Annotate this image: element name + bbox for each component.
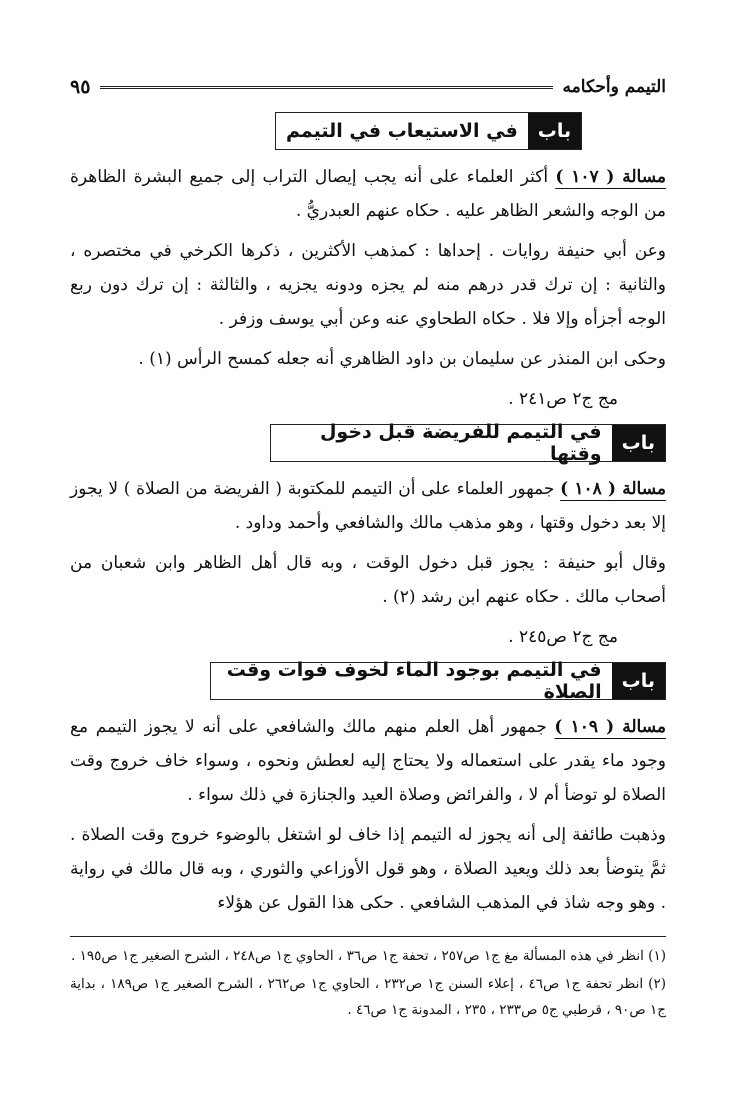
bab-label: باب <box>528 113 581 149</box>
bab-label: باب <box>612 425 665 461</box>
masala-paragraph <box>70 710 666 812</box>
footnote: (٢) انظر تحفة ج١ ص٤٦ ، إعلاء السنن ج١ ص٢٣٢ ، الحاوي ج١ ص٢٦٢ ، الشرح الصغير ج١ ص١٨٩ ، بداية ج١ ص٩٠ ، قرطبي ج٥ ص٢٣٣ ، ٢٣٥ ، المدونة ج١ ص٤٦ . <box>70 976 666 1018</box>
chapter-heading-before-time <box>270 421 666 465</box>
chapter-title: في الاستيعاب في التيمم <box>286 120 518 142</box>
book-page <box>70 70 666 1025</box>
source-reference: مج ج٢ ص٢٤٥ . <box>508 627 618 647</box>
chapter-title: في التيمم للفريضة قبل دخول وقتها <box>319 421 602 465</box>
body-paragraph: وحكى ابن المنذر عن سليمان بن داود الظاهري أنه جعله كمسح الرأس (١) . <box>138 349 666 369</box>
masala-label: مسالة ( ١٠٩ ) <box>554 717 666 737</box>
masala-paragraph <box>70 472 666 540</box>
body-paragraph: وذهبت طائفة إلى أنه يجوز له التيمم إذا خاف لو اشتغل بالوضوء خروج وقت الصلاة . ثمَّ يتوضأ بعد ذلك ويعيد الصلاة ، وهو قول الأوزاعي والثوري ، وبه قال مالك في رواية . وهو وجه شاذ في المذهب الشافعي . حكى هذا القول عن هؤلاء <box>70 825 666 913</box>
running-title: التيمم وأحكامه <box>562 77 666 97</box>
masala-text: جمهور أهل العلم منهم مالك والشافعي على أنه لا يجوز التيمم مع وجود ماء يقدر على استعماله ولا يحتاج إليه لعطش ونحوه ، وسواء خاف خروج وقت الصلاة لو توضأ أم لا ، والفرائض وصلاة العيد والجنازة في ذلك سواء . <box>70 717 666 805</box>
body-paragraph: وقال أبو حنيفة : يجوز قبل دخول الوقت ، وبه قال أهل الظاهر وابن شعبان من أصحاب مالك . حكاه عنهم ابن رشد (٢) . <box>70 553 666 607</box>
chapter-title: في التيمم بوجود الماء لخوف فوات وقت الصلاة <box>226 659 602 703</box>
source-reference: مج ج٢ ص٢٤١ . <box>508 389 618 409</box>
page-number: ٩٥ <box>70 76 91 98</box>
bab-label: باب <box>612 663 665 699</box>
body-paragraph: وعن أبي حنيفة روايات . إحداها : كمذهب الأكثرين ، ذكرها الكرخي في مختصره ، والثانية : إن ترك قدر درهم منه لم يجزه ودونه يجزيه ، والثالثة : إن ترك دون ربع الوجه أجزأه وإلا فلا . حكاه الطحاوي عنه وعن أبي يوسف وزفر . <box>70 241 666 329</box>
chapter-heading-istiab <box>275 112 582 150</box>
masala-label: مسالة ( ١٠٧ ) <box>555 167 666 187</box>
footnote-separator <box>70 936 666 937</box>
page-header <box>70 70 666 104</box>
masala-paragraph <box>70 160 666 228</box>
masala-text: جمهور العلماء على أن التيمم للمكتوبة ( الفريضة من الصلاة ) لا يجوز إلا بعد دخول وقتها ، وهو مذهب مالك والشافعي وأحمد وداود . <box>70 479 666 533</box>
header-rule <box>100 86 552 89</box>
chapter-heading-water-time <box>210 659 666 703</box>
footnote: (١) انظر في هذه المسألة مغ ج١ ص٢٥٧ ، تحفة ج١ ص٣٦ ، الحاوي ج١ ص٢٤٨ ، الشرح الصغير ج١ ص١٩٥ . <box>71 948 666 964</box>
masala-label: مسالة ( ١٠٨ ) <box>560 479 666 499</box>
masala-text: أكثر العلماء على أنه يجب إيصال التراب إلى جميع البشرة الظاهرة من الوجه والشعر الظاهر عليه . حكاه عنهم العبدريُّ . <box>70 167 666 221</box>
